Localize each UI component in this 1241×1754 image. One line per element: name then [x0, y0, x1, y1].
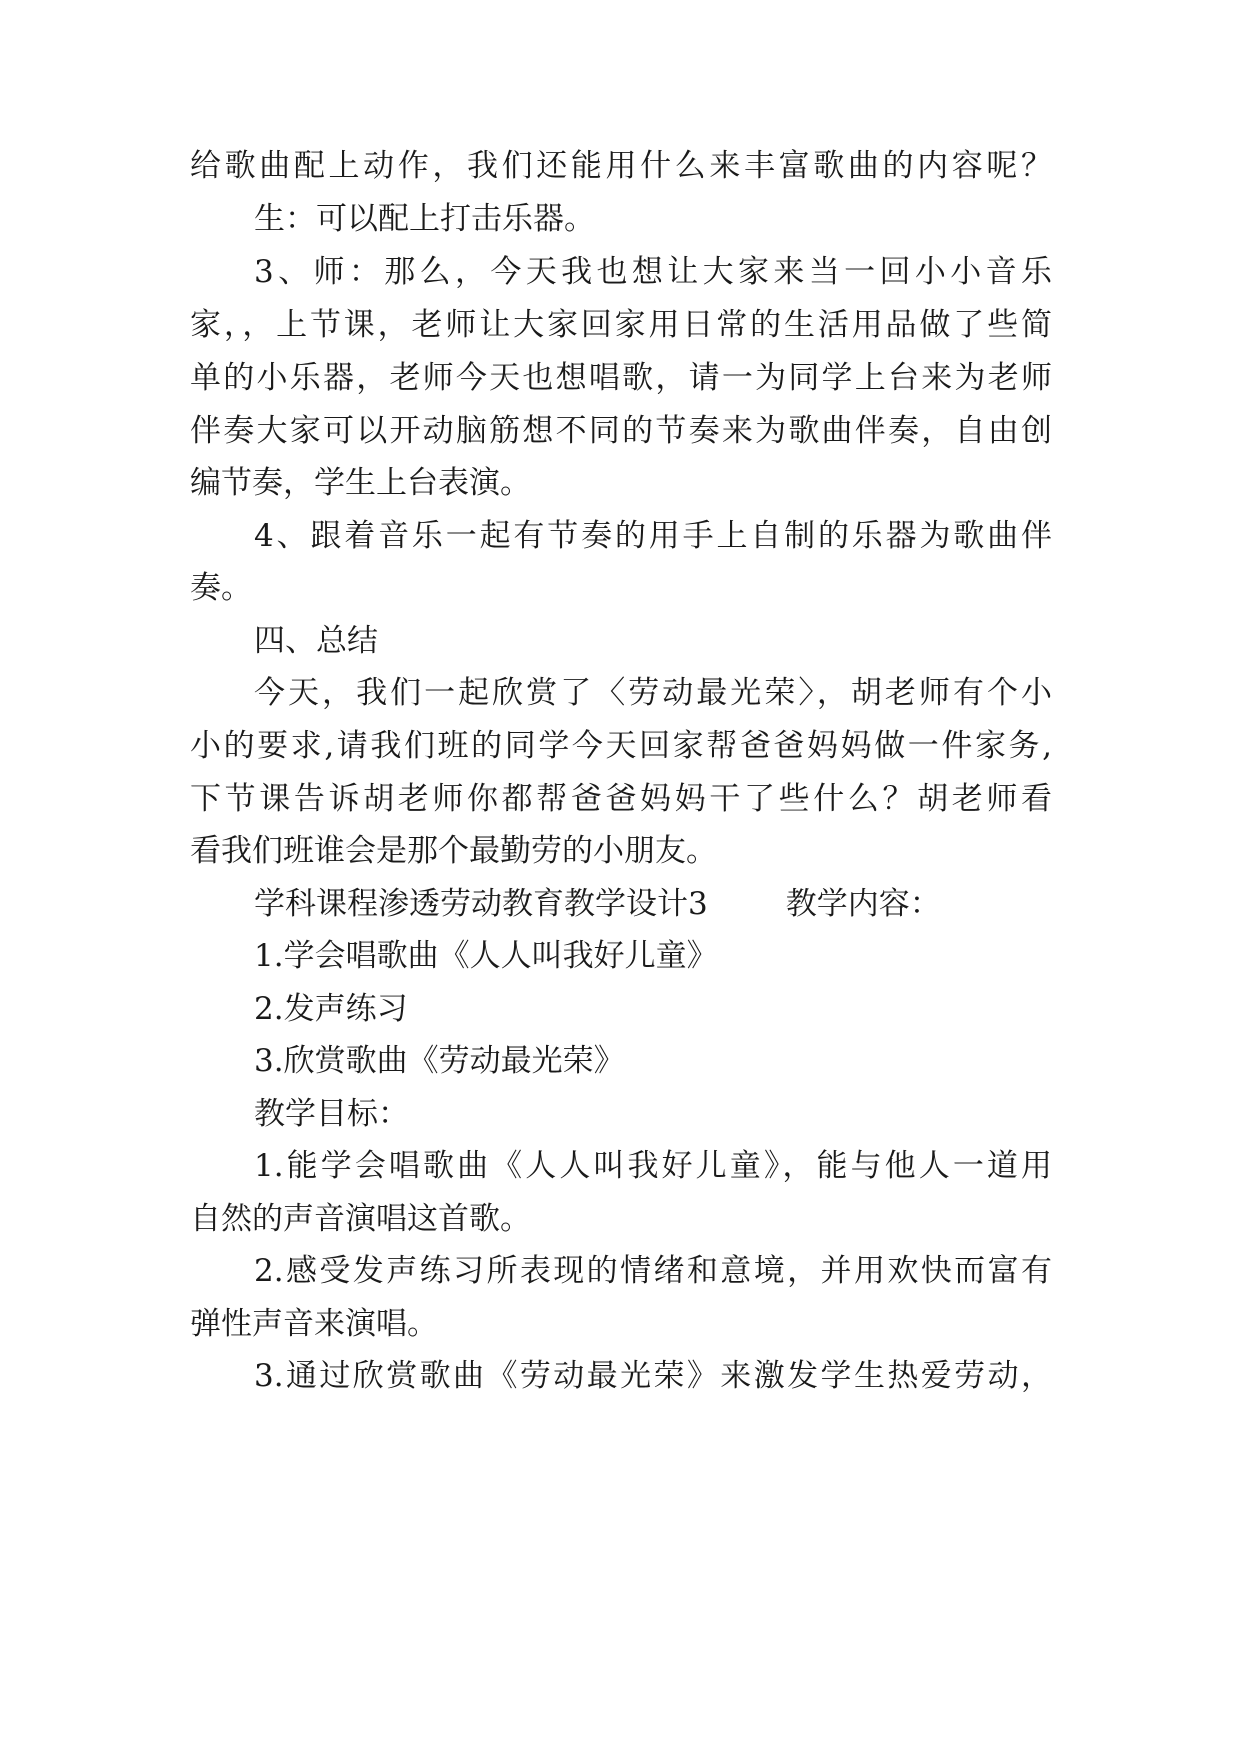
text-line: 下节课告诉胡老师你都帮爸爸妈妈干了些什么？胡老师看	[190, 781, 1052, 817]
text-line: 弹性声音来演唱。	[190, 1306, 438, 1342]
section-heading: 四、总结	[254, 623, 378, 659]
text-line: 自然的声音演唱这首歌。	[190, 1201, 531, 1237]
list-item: 3.通过欣赏歌曲《劳动最光荣》来激发学生热爱劳动，	[254, 1358, 1052, 1394]
text-line: 单的小乐器，老师今天也想唱歌，请一为同学上台来为老师	[190, 360, 1052, 396]
text-line: 3、师：那么，今天我也想让大家来当一回小小音乐	[254, 254, 1052, 290]
list-item: 2.发声练习	[254, 991, 408, 1027]
text-line: 给歌曲配上动作，我们还能用什么来丰富歌曲的内容呢？	[190, 148, 1052, 184]
text-line: 4、跟着音乐一起有节奏的用手上自制的乐器为歌曲伴	[254, 518, 1052, 554]
list-item: 2.感受发声练习所表现的情绪和意境，并用欢快而富有	[254, 1253, 1052, 1289]
subheading: 教学内容：	[785, 886, 941, 922]
list-item: 1.能学会唱歌曲《人人叫我好儿童》，能与他人一道用	[254, 1148, 1052, 1184]
doc-title: 学科课程渗透劳动教育教学设计3	[254, 886, 708, 922]
text-line: 看我们班谁会是那个最勤劳的小朋友。	[190, 833, 717, 869]
text-line: 小的要求,请我们班的同学今天回家帮爸爸妈妈做一件家务,	[190, 728, 1052, 764]
text-line: 奏。	[190, 570, 252, 606]
list-item: 3.欣赏歌曲《劳动最光荣》	[254, 1043, 625, 1079]
list-item: 1.学会唱歌曲《人人叫我好儿童》	[254, 938, 718, 974]
subheading: 教学目标：	[254, 1096, 409, 1132]
text-line: 编节奏，学生上台表演。	[190, 465, 531, 501]
text-line: 伴奏大家可以开动脑筋想不同的节奏来为歌曲伴奏，自由创	[190, 413, 1052, 449]
text-line: 生：可以配上打击乐器。	[254, 201, 595, 237]
text-line: 今天，我们一起欣赏了〈劳动最光荣〉，胡老师有个小	[254, 675, 1052, 711]
text-line: 家，，上节课，老师让大家回家用日常的生活用品做了些简	[190, 307, 1052, 343]
text-line	[254, 884, 1052, 924]
